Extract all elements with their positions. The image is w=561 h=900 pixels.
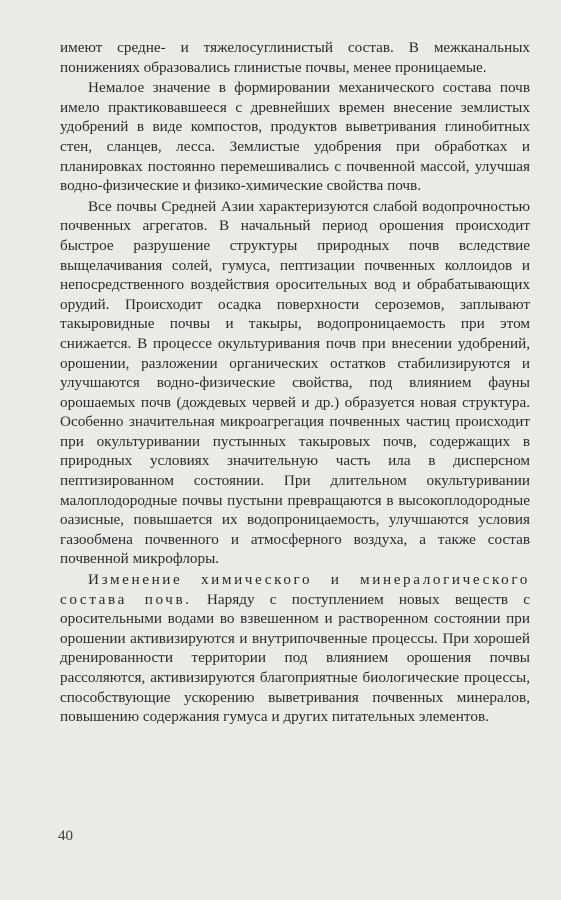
paragraph-chemical-change-text: Наряду с поступлением новых веществ с оросительными водами во взвешенном и растворенном состоянии при орошении активизируются и внутрипочвенные процессы. При хорошей дренированности территории под влиянием орошения почвы рассоляются, активизируются благоприятные биологические процессы, способствующие ускорению выветривания почвенных минералов, повышению содержания гумуса и других питательных элементов.: [60, 590, 530, 726]
section-heading: Изменение химического и минералогического состава почв.: [60, 571, 530, 608]
paragraph-continuation: имеют средне- и тяжелосуглинистый состав. В межканальных понижениях образовались глинистые почвы, менее проницаемые.: [60, 39, 530, 76]
paragraph-chemical-change: [60, 570, 530, 727]
paragraph-water-stability: Все почвы Средней Азии характеризуются слабой водопрочностью почвенных агрегатов. В начальный период орошения происходит быстрое разрушение структуры природных почв вследствие выщелачивания солей, гумуса, пептизации почвенных коллоидов и непосредственного воздействия оросительных вод и обрабатывающих орудий. Происходит осадка поверхности сероземов, заплывают такыровидные почвы и такыры, водопроницаемость при этом снижается. В процессе окультуривания почв при внесении удобрений, орошении, разложении органических остатков стабилизируются и улучшаются водно-физические свойства, под влиянием фауны орошаемых почв (дождевых червей и др.) образуется новая структура. Особенно значительная микроагрегация почвенных частиц происходит при окультуривании пустынных такыровых почв, содержащих в природных условиях значительную часть ила в дисперсном пептизированном состоянии. При длительном окультуривании малоплодородные почвы пустыни превращаются в высокоплодородные оазисные, повышается их водопроницаемость, улучшаются условия газообмена почвенного и атмосферного воздуха, а также состав почвенной микрофлоры.: [60, 197, 530, 568]
paragraph-soil-composition: Немалое значение в формировании механического состава почв имело практиковавшееся с древнейших времен внесение землистых удобрений в виде компостов, продуктов выветривания глинобитных стен, сланцев, лесса. Землистые удобрения при обработках и планировках постоянно перемешивались с почвенной массой, улучшая водно-физические и физико-химические свойства почв.: [60, 79, 530, 195]
page-number: 40: [58, 828, 73, 844]
page-body-text: [60, 38, 530, 727]
